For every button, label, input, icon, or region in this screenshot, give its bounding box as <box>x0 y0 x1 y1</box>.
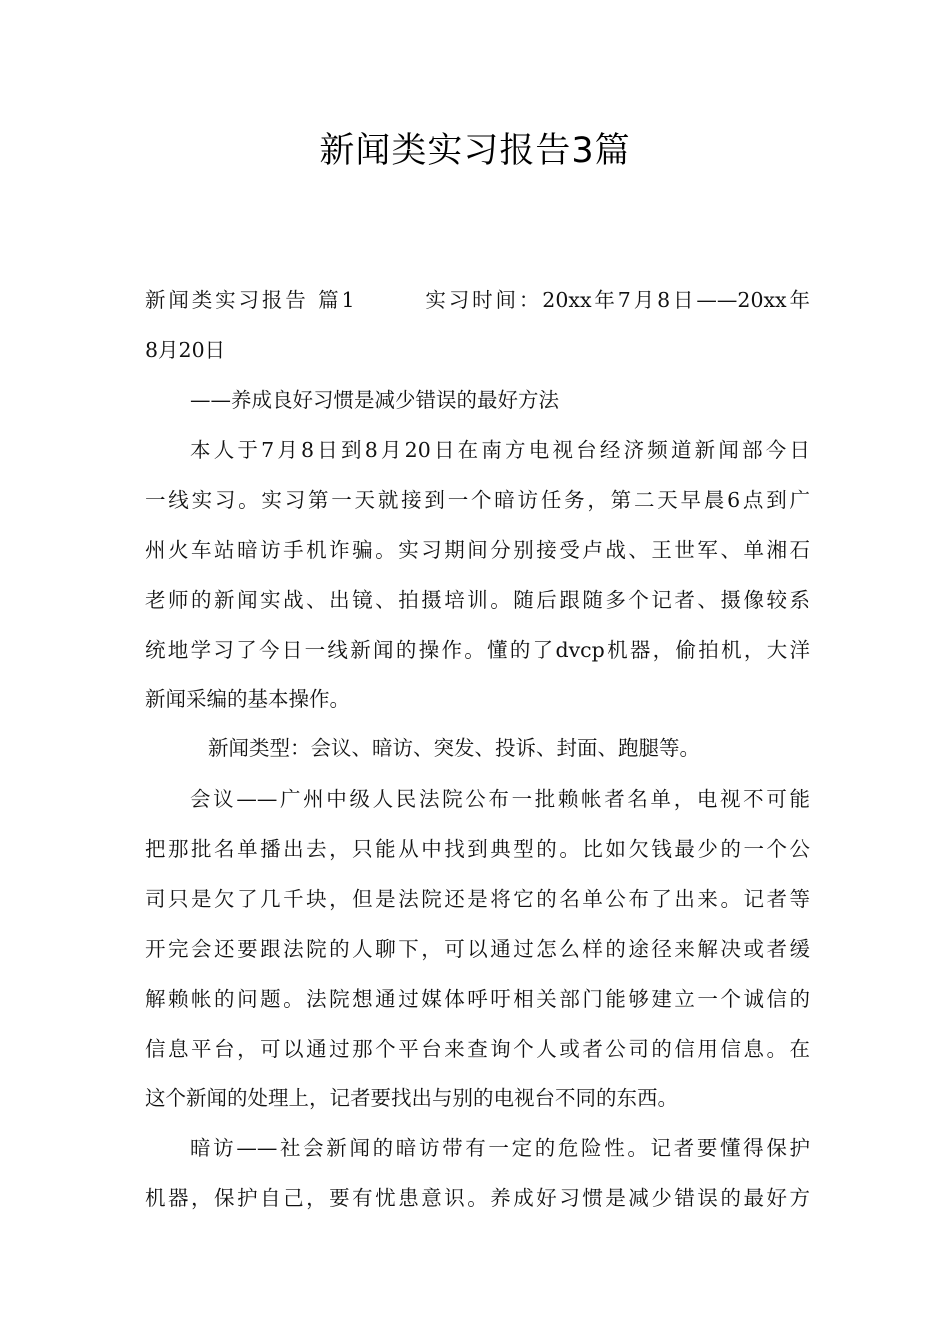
paragraph-line: 一线实习。实习第一天就接到一个暗访任务，第二天早晨6点到广 <box>145 488 810 512</box>
paragraph-line: 会议——广州中级人民法院公布一批赖帐者名单，电视不可能 <box>190 787 810 811</box>
paragraph-line: 新闻采编的基本操作。 <box>145 687 350 711</box>
paragraph-line: 这个新闻的处理上，记者要找出与别的电视台不同的东西。 <box>145 1086 678 1110</box>
report-heading-line <box>145 285 810 315</box>
paragraph-line: 老师的新闻实战、出镜、拍摄培训。随后跟随多个记者、摄像较系 <box>145 588 810 612</box>
paragraph-line: 8月20日 <box>145 338 226 362</box>
paragraph-line: 信息平台，可以通过那个平台来查询个人或者公司的信用信息。在 <box>145 1037 810 1061</box>
paragraph-line: 统地学习了今日一线新闻的操作。懂的了dvcp机器，偷拍机，大洋 <box>145 638 810 662</box>
paragraph-line: 司只是欠了几千块，但是法院还是将它的名单公布了出来。记者等 <box>145 887 810 911</box>
paragraph-line: 本人于7月8日到8月20日在南方电视台经济频道新闻部今日 <box>190 438 810 462</box>
report-section-label: 新闻类实习报告 篇1 <box>145 288 355 312</box>
paragraph-line: 解赖帐的问题。法院想通过媒体呼吁相关部门能够建立一个诚信的 <box>145 987 810 1011</box>
paragraph-line: 暗访——社会新闻的暗访带有一定的危险性。记者要懂得保护 <box>190 1136 810 1160</box>
document-title: 新闻类实习报告3篇 <box>319 131 631 171</box>
paragraph-line: 机器，保护自己，要有忧患意识。养成好习惯是减少错误的最好方 <box>145 1186 810 1210</box>
news-types-line: 新闻类型：会议、暗访、突发、投诉、封面、跑腿等。 <box>208 736 700 760</box>
subtitle-line: ——养成良好习惯是减少错误的最好方法 <box>190 388 559 412</box>
internship-period: 实习时间：20xx年7月8日——20xx年 <box>422 288 810 312</box>
paragraph-line: 开完会还要跟法院的人聊下，可以通过怎么样的途径来解决或者缓 <box>145 937 810 961</box>
paragraph-line: 把那批名单播出去，只能从中找到典型的。比如欠钱最少的一个公 <box>145 837 810 861</box>
paragraph-line: 州火车站暗访手机诈骗。实习期间分别接受卢战、王世军、单湘石 <box>145 538 810 562</box>
